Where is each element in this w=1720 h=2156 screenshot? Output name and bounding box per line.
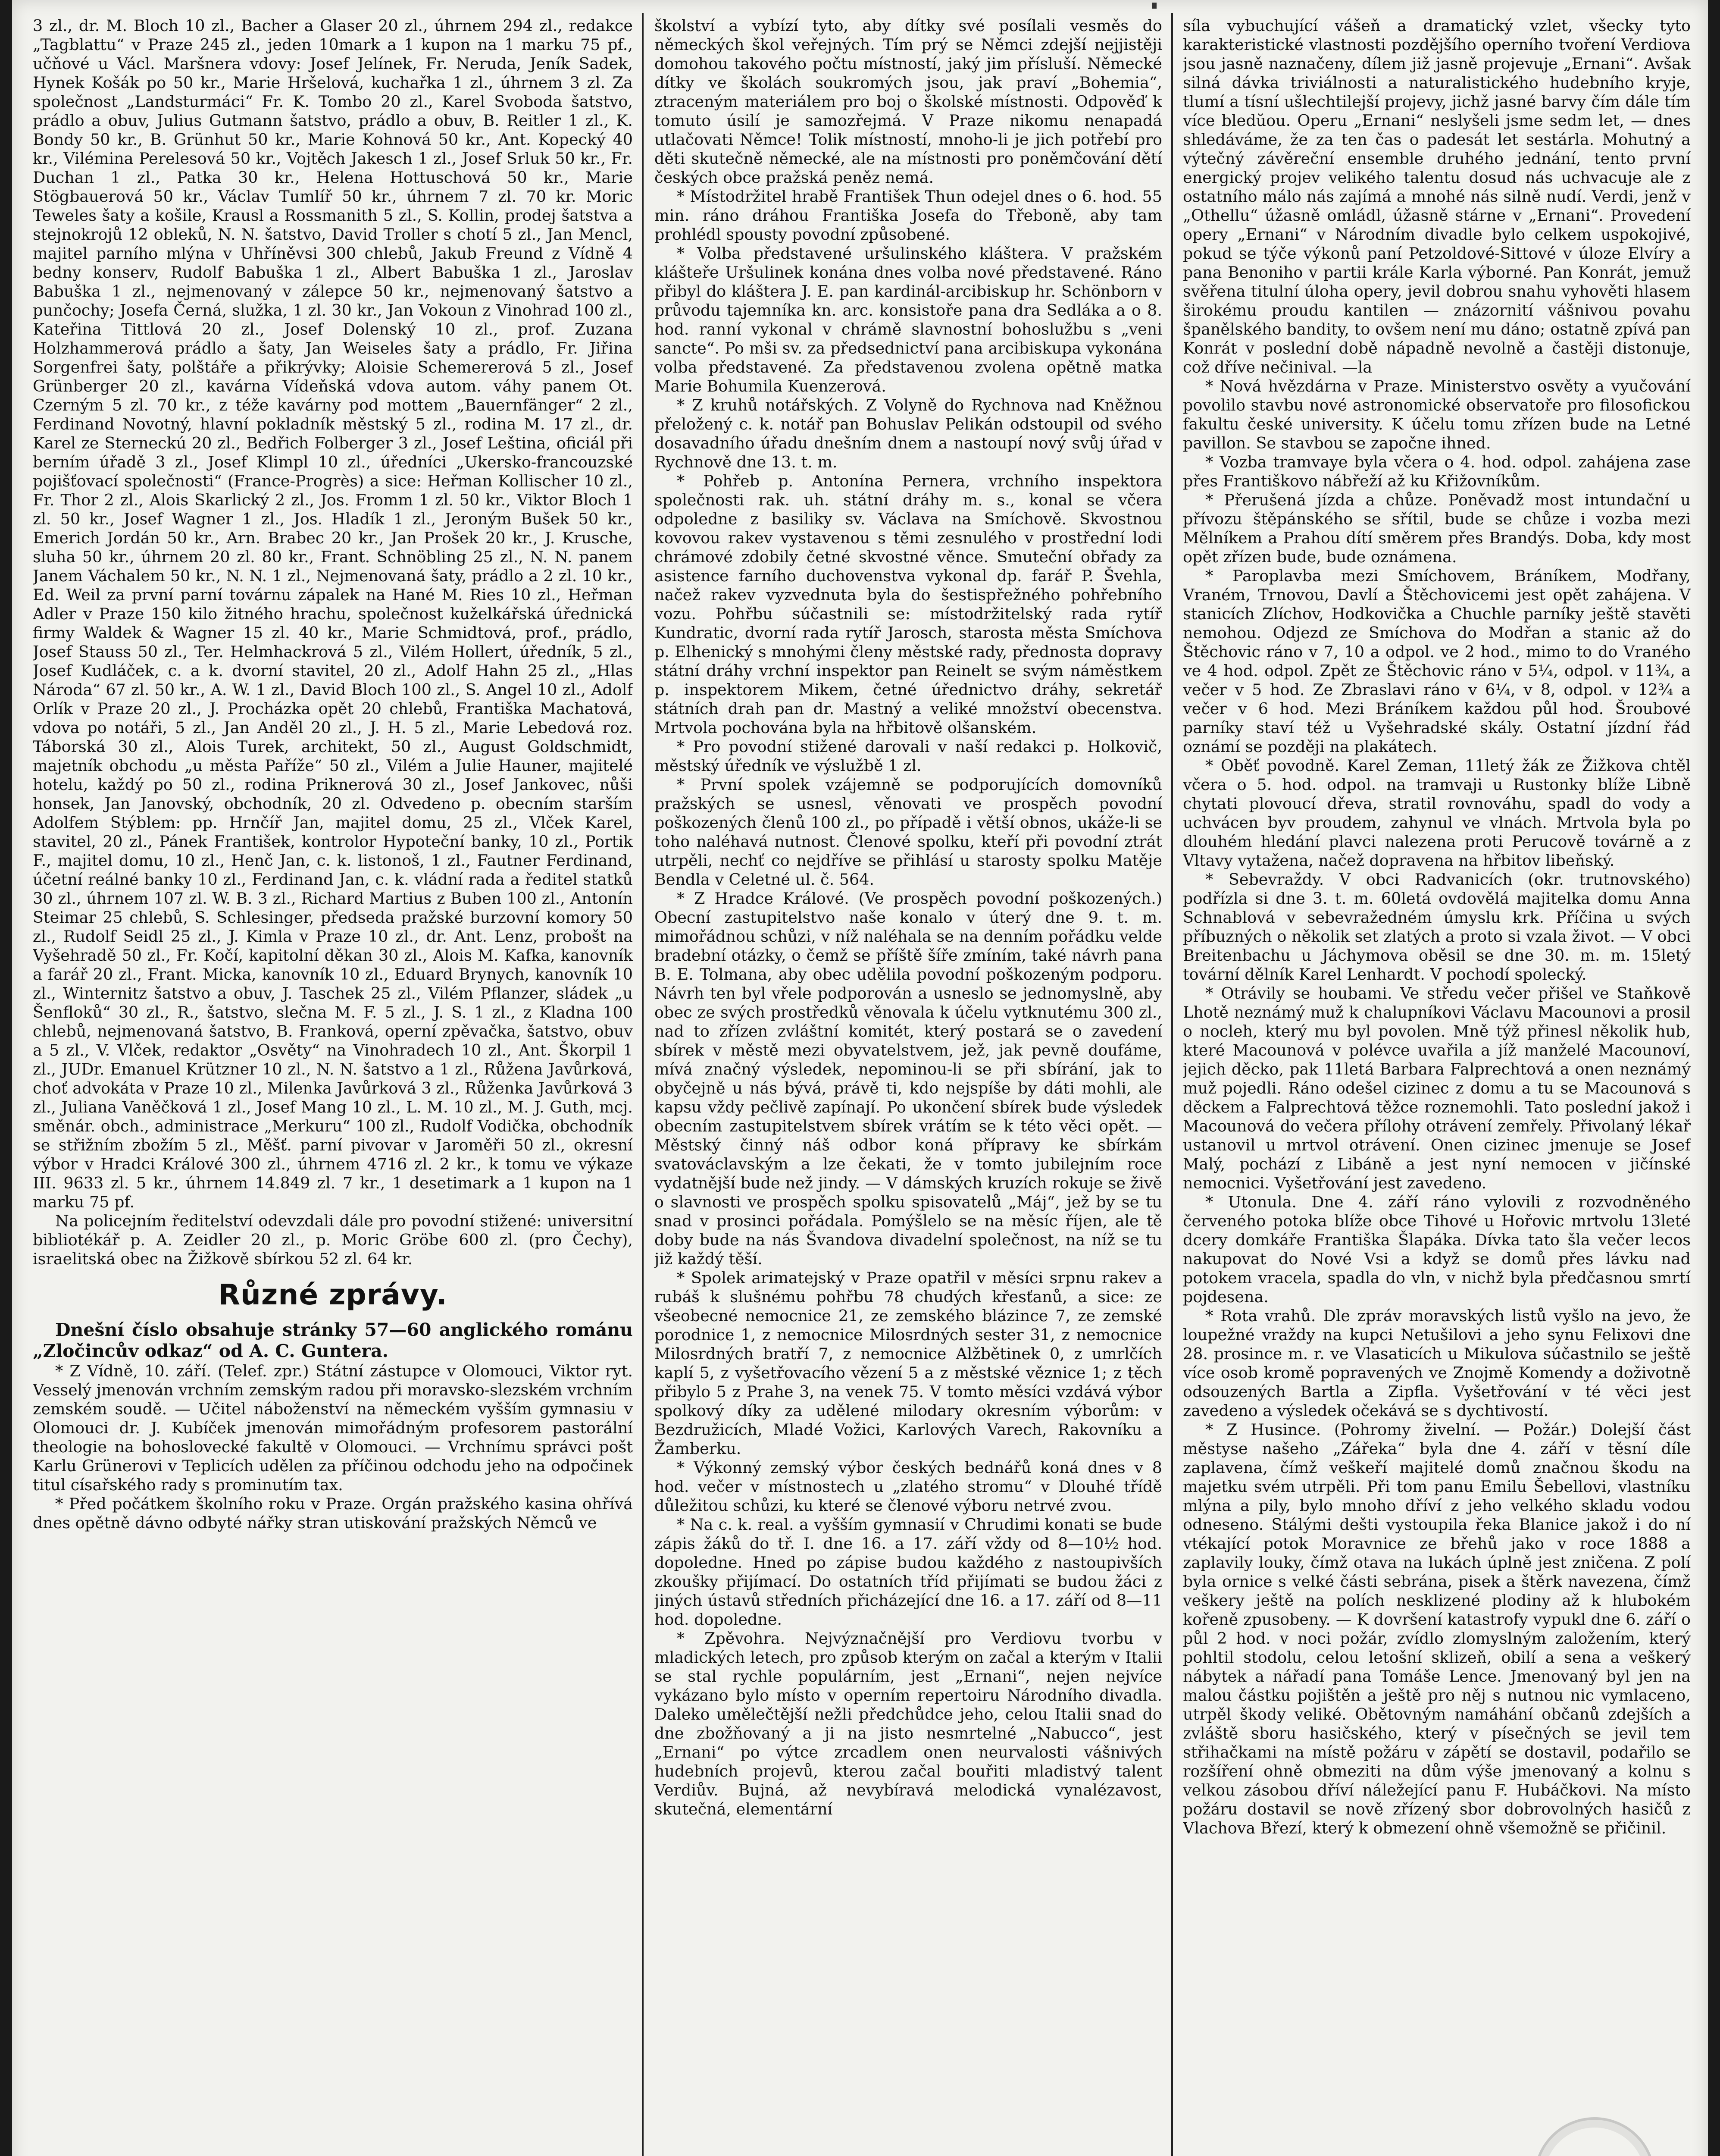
news-item-continued: školství a vybízí tyto, aby dítky své posílali vesměs do německých škol veřejných. Tím prý se Němci zdejší nejjistěji domohou takového počtu místností, jaký jim přísluší. Německé dítky ve školách soukromých jsou, jak praví „Bohemia“, ztraceným materiálem pro boj o školské místnosti. Odpověď k tomuto úsilí je samozřejmá. V Praze nikomu nenapadá utlačovati Němce! Tolik místností, mnoho-li je jich potřebí pro děti skutečně německé, ale na místnosti pro poněmčování dětí českých obce pražská peněz nemá. <box>654 16 1162 187</box>
news-item: * Sebevraždy. V obci Radvanicích (okr. trutnovského) podřízla si dne 3. t. m. 60letá ovdovělá majitelka domu Anna Schnablová v sebevražedném úmyslu krk. Příčina u svých příbuzných o několik set zlatých a proto si vzala život. — V obci Breitenbachu u Jáchymova oběsil se dne 30. m. m. 15letý tovární dělník Karel Lenhardt. V pochodí spolecký. <box>1183 870 1691 984</box>
column-right <box>1183 16 1691 2156</box>
news-item: * První spolek vzájemně se podporujících domovníků pražských se usnesl, věnovati ve prospěch povodní poškozených členů 100 zl., po případě i větší obnos, ukáže-li se toho naléhavá nutnost. Členové spolku, kteří při povodní ztrát utrpěli, nechť co nejdříve se přihlásí u starosty spolku Matěje Bendla v Celetné ul. č. 564. <box>654 775 1162 889</box>
donation-list-paragraph: 3 zl., dr. M. Bloch 10 zl., Bacher a Glaser 20 zl., úhrnem 294 zl., redakce „Tagblattu“ v Praze 245 zl., jeden 10mark a 1 kupon na 1 marku 75 pf., učňové u Václ. Maršnera vdovy: Josef Jelínek, Fr. Neruda, Jeník Sadek, Hynek Košák po 50 kr., Marie Hršelová, kuchařka 1 zl., úhrnem 3 zl. Za společnost „Landsturmáci“ Fr. K. Tombo 20 zl., Karel Svoboda šatstvo, prádlo a obuv, Julius Gutmann šatstvo, prádlo a obuv, B. Reitler 1 zl., K. Bondy 50 kr., B. Grünhut 50 kr., Marie Kohnová 50 kr., Ant. Kopecký 40 kr., Vilémina Perelesová 50 kr., Vojtěch Jakesch 1 zl., Josef Srluk 50 kr., Fr. Duchan 1 zl., Patka 30 kr., Helena Hottuschová 50 kr., Marie Stögbauerová 50 kr., Václav Tumlíř 50 kr., úhrnem 7 zl. 70 kr. Moric Teweles šaty a košile, Krausl a Rossmanith 5 zl., S. Kollin, prodej šatstva a stejnokrojů 12 obleků, N. N. šatstvo, David Troller s chotí 5 zl., Jan Mencl, majitel parního mlýna v Uhříněvsi 300 chlebů, Jakub Freund z Vídně 4 bedny konserv, Rudolf Babuška 1 zl., Albert Babuška 1 zl., Jaroslav Babuška 1 zl., nejmenovaný v zálepce 50 kr., nejmenovaný šatstvo a punčochy; Josefa Černá, služka, 1 zl. 30 kr., Jan Vokoun z Vinohrad 100 zl., Kateřina Tittlová 20 zl., Josef Dolenský 10 zl., prof. Zuzana Holzhammerová prádlo a šaty, Jan Weiseles šaty a prádlo, Fr. Jiřina Sorgenfrei šaty, polštáře a přikrývky; Aloisie Schemererová 5 zl., Josef Grünberger 20 zl., kavárna Vídeňská vdova autom. váhy panem Ot. Czerným 5 zl. 70 kr., z téže kavárny pod mottem „Bauernfänger“ 2 zl., Ferdinand Novotný, hlavní pokladník městský 5 zl., rodina M. 17 zl., dr. Karel ze Sterneckú 20 zl., Bedřich Folberger 3 zl., Josef Leština, oficiál při berním úřadě 3 zl., Josef Klimpl 10 zl., úředníci „Ukersko-francouzské pojišťovací společnosti“ (France-Progrès) a sice: Heřman Kollischer 10 zl., Fr. Thor 2 zl., Alois Skarlický 2 zl., Jos. Fromm 1 zl. 50 kr., Viktor Bloch 1 zl. 50 kr., Josef Wagner 1 zl., Jos. Hladík 1 zl., Jeroným Bušek 50 kr., Emerich Jordán 50 kr., Arn. Brabec 20 kr., Jan Prošek 20 kr., J. Krusche, sluha 50 kr., úhrnem 20 zl. 80 kr., Frant. Schnöbling 25 zl., N. N. panem Janem Váchalem 50 kr., N. N. 1 zl., Nejmenovaná šaty, prádlo a 2 zl. 10 kr., Ed. Weil za první parní továrnu zápalek na Hané M. Ries 10 zl., Heřman Adler v Praze 150 kilo žitného hrachu, společnost kuželkářská úřednická firmy Waldek & Wagner 15 zl. 40 kr., Marie Schmidtová, prof., prádlo, Josef Stauss 50 zl., Ter. Helmhackrová 5 zl., Vilém Hollert, úředník, 5 zl., Josef Kudláček, c. a k. dvorní stavitel, 20 zl., Adolf Hahn 25 zl., „Hlas Národa“ 67 zl. 50 kr., A. W. 1 zl., David Bloch 100 zl., S. Angel 10 zl., Adolf Orlík v Praze 20 zl., J. Procházka opět 20 chlebů, Františka Machatová, vdova po notáři, 5 zl., Jan Anděl 20 zl., J. H. 5 zl., Marie Lebedová roz. Táborská 30 zl., Alois Turek, architekt, 50 zl., August Goldschmidt, majetník obchodu „u města Paříže“ 50 zl., Vilém a Julie Hauner, majitelé hotelu, každý po 50 zl., rodina Priknerová 30 zl., Josef Jankovec, nůši honsek, Jan Janovský, obchodník, 20 zl. Odvedeno p. obecním starším Adolfem Stýblem: pp. Hrnčíř Jan, majitel domu, 25 zl., Vlček Karel, stavitel, 20 zl., Pánek František, kontrolor Hypoteční banky, 10 zl., Portik F., majitel domu, 10 zl., Henč Jan, c. k. listonoš, 1 zl., Fautner Ferdinand, účetní reálné banky 10 zl., Ferdinand Jan, c. k. vládní rada a ředitel statků 30 zl., úhrnem 107 zl. W. B. 3 zl., Richard Martius z Buben 100 zl., Antonín Steimar 25 chlebů, S. Schlesinger, předseda pražské burzovní komory 50 zl., Rudolf Seidl 25 zl., J. Kimla v Praze 10 zl., dr. Ant. Lenz, probošt na Vyšehradě 50 zl., Fr. Kočí, kapitolní děkan 30 zl., Alois M. Kafka, kanovník a farář 20 zl., Frant. Micka, kanovník 10 zl., Eduard Brynych, kanovník 10 zl., Winternitz šatstvo a obuv, J. Taschek 25 zl., Vilém Pflanzer, sládek „u Šenfloků“ 30 zl., R., šatstvo, slečna M. F. 5 zl., J. S. 1 zl., z Kladna 100 chlebů, nejmenovaná šatstvo, B. Franková, operní zpěvačka, šatstvo, obuv a 5 zl., V. Vlček, redaktor „Osvěty“ na Vinohradech 10 zl., Ant. Škorpil 1 zl., JUDr. Emanuel Krützner 10 zl., N. N. šatstvo a 1 zl., Růžena Javůrková, choť advokáta v Praze 10 zl., Milenka Javůrková 3 zl., Růženka Javůrková 3 zl., Juliana Vaněčková 1 zl., Josef Mang 10 zl., L. M. 10 zl., M. J. Guth, mcj. směnár. obch., administrace „Merkuru“ 100 zl., Rudolf Vodička, obchodník se střižním zbožím 5 zl., Měšť. parní pivovar v Jaroměři 50 zl., okresní výbor v Hradci Králové 300 zl., úhrnem 4716 zl. 2 kr., k tomu ve výkaze III. 9633 zl. 5 kr., úhrnem 14.849 zl. 7 kr., 1 desetimark a 1 kupon na 1 marku 75 pf. <box>33 16 633 1211</box>
column-divider <box>1171 13 1173 2156</box>
news-item: * Pohřeb p. Antonína Pernera, vrchního inspektora společnosti rak. uh. státní dráhy m. s., konal se včera odpoledne z basiliky sv. Václava na Smíchově. Skvostnou kovovou rakev vystavenou s těmi zesnulého v prostřední lodi chrámové zdobily četné skvostné věnce. Smuteční obřady za asistence farního duchovenstva vykonal dp. farář P. Švehla, načež rakev vyzvednuta byla do šestispřežného pohřebního vozu. Pohřbu súčastnili se: místodržitelský rada rytíř Kundratic, dvorní rada rytíř Jarosch, starosta města Smíchova p. Elhenický s mnohými členy městské rady, přednosta dopravy státní dráhy vrchní inspektor pan Reinelt se svým náměstkem p. inspektorem Mikem, četné úřednictvo dráhy, sekretář státních drah pan dr. Mastný a veliké množství obecenstva. Mrtvola pochována byla na hřbitově olšanském. <box>654 472 1162 737</box>
news-item: * Volba představené uršulinského kláštera. V pražském klášteře Uršulinek konána dnes volba nové představené. Ráno přibyl do kláštera J. E. pan kardinál-arcibiskup hr. Schönborn v průvodu tajemníka kn. arc. konsistoře pana dra Sedláka a o 8. hod. ranní vykonal v chrámě slavnostní bohoslužbu s „veni sancte“. Po mši sv. za předsednictví pana arcibiskupa vykonána volba představené. Za představenou zvolena opětně matka Marie Bohumila Kuenzerová. <box>654 244 1162 395</box>
news-item: * Z Hradce Králové. (Ve prospěch povodní poškozených.) Obecní zastupitelstvo naše konalo v úterý dne 9. t. m. mimořádnou schůzi, v níž naléhala se na denním pořádku velde bradební otázky, o čemž se příště šíře zmíním, také návrh pana B. E. Tolmana, aby obec udělila povodní poškozeným podporu. Návrh ten byl vřele podporován a usneslo se jednomyslně, aby obec ze svých prostředků věnovala k účelu vytknutému 300 zl., nad to zřízen zvláštní komitét, který postará se o zavedení sbírek v městě mezi obyvatelstvem, jež, jak pevně doufáme, mívá značný výsledek, nepominou-li se při sbírání, jak to obyčejně u nás bývá, právě ti, kdo nejspíše by dáti mohli, ale kapsu vždy pečlivě zapínají. Po ukončení sbírek bude výsledek obecním zastupitelstvem sbírek vrátím se k této věci opět. — Městský činný náš odbor koná přípravy ke sbírkám svatováclavským a lze čekati, že v tomto jubilejním roce vydatnější bude než jindy. — V dámských kruzích rokuje se živě o slavnosti ve prospěch spolku spisovatelů „Máj“, jež by se tu snad v prosinci pořádala. Pomýšlelo se na měsíc říjen, ale tě doby bude na nás Švandova divadelní společnost, na níž se tu již každý těší. <box>654 889 1162 1268</box>
section-heading: Různé zprávy. <box>218 1278 447 1311</box>
news-item-continued: síla vybuchující vášeň a dramatický vzlet, všecky tyto karakteristické vlastnosti pozdějšího operního tvoření Verdiova jsou jasně naznačeny, dílem již jasně projevuje „Ernani“. Avšak silná dávka triviálnosti a naturalistického hudebního kryje, tlumí a tísní ušlechtilejší projevy, jichž jasné barvy čím dále tím více bledŭou. Operu „Ernani“ neslyšeli jsme sedm let, — dnes shledáváme, že za ten čas o padesát let sestárla. Mohutný a výtečný závěreční ensemble druhého jednání, tento první energický projev velikého talentu dosud nás uchvacuje ale z ostatního málo nás zajímá a mnohé nás silně nudí. Verdi, jenž v „Othellu“ úžasně omládl, úžasně stárne v „Ernani“. Provedení opery „Ernani“ v Národním divadle bylo celkem uspokojivé, pokud se týče výkonů paní Petzoldové-Sittové v úloze Elvíry a pana Benoniho v partii krále Karla výborné. Pan Konrát, jemuž svěřena titulní úloha opery, jevil dobrou snahu vyhověti hlasem širokému proudu kantilen — znázornití vášnivou povahu španělského bandity, to ovšem není mu dáno; ostatně zpívá pan Konrát v poslední době nápadně nevolně a častěji distonuje, což dříve nečinival. —la <box>1183 16 1691 376</box>
news-item: * Z kruhů notářských. Z Volyně do Rychnova nad Kněžnou přeložený c. k. notář pan Bohuslav Pelikán odstoupil od svého dosavadního úřadu dnešním dnem a nastoupí nový svůj úřad v Rychnově dne 13. t. m. <box>654 396 1162 471</box>
news-item: * Utonula. Dne 4. září ráno vylovili z rozvodněného červeného potoka blíže obce Tihové u Hořovic mrtvolu 13leté dcery domkáře Františka Šlapáka. Dívka tato šla večer lecos nakupovat do Nové Vsi a když se domů přes lávku nad potokem vracela, spadla do vln, v nichž byla předčasnou smrtí pojdesena. <box>1183 1193 1691 1306</box>
column-divider <box>642 13 644 2156</box>
newspaper-page <box>12 0 1708 2156</box>
police-donations-paragraph: Na policejním ředitelství odevzdali dále pro povodní stižené: universitní bibliotékář p. A. Zeidler 20 zl., p. Moric Gröbe 600 zl. (pro Čechy), israelitská obec na Žižkově sbírkou 52 zl. 64 kr. <box>33 1212 633 1268</box>
news-item: * Místodržitel hrabě František Thun odejel dnes o 6. hod. 55 min. ráno dráhou Františka Josefa do Třeboně, aby tam prohlédl spousty povodní způsobené. <box>654 187 1162 244</box>
column-middle <box>654 16 1162 2156</box>
news-item: * Pro povodní stižené darovali v naší redakci p. Holkovič, městský úředník ve výslužbě 1 zl. <box>654 737 1162 775</box>
news-item: * Na c. k. real. a vyšším gymnasií v Chrudimi konati se bude zápis žáků do tř. I. dne 16. a 17. září vždy od 8—10½ hod. dopoledne. Hned po zápise budou každého z nastoupivších zkoušky přijímací. Do ostatních tříd přijímati se budou žáci z jiných ústavů středních přicházející dne 16. a 17. září od 8—11 hod. dopoledne. <box>654 1515 1162 1629</box>
news-item: * Z Vídně, 10. září. (Telef. zpr.) Státní zástupce v Olomouci, Viktor ryt. Vesselý jmenován vrchním zemským radou při moravsko-slezském vrchním zemském soudě. — Učitel náboženství na německém vyšším gymnasiu v Olomouci dr. J. Kubíček jmenován mimořádným profesorem pastorální theologie na bohoslovecké fakultě v Olomouci. — Vrchnímu správci pošt Karlu Grünerovi v Teplicích udělen za příčinou odchodu jeho na odpočinek titul císařského rady s prominutím tax. <box>33 1362 633 1494</box>
news-item: * Z Husince. (Pohromy živelní. — Požár.) Dolejší část městyse našeho „Zářeka“ byla dne 4. září v těsní díle zaplavena, čímž veškeří majitelé domů značnou škodu na majetku svém utrpěli. Při tom panu Emilu Šebellovi, vlastníku mlýna a pily, bylo mnoho dříví z jeho velkého skladu vodou odneseno. Stálými dešti vystoupila řeka Blanice jakož i do ní vtékající potok Moravnice ze břehů jako v roce 1888 a zaplavily louky, čímž otava na lukách úplně jest zničena. Z polí byla ornice s velké části sebrána, pisek a štěrk navezena, čímž veškery ještě na polích nesklizené plodiny až k hlubokém kořeně zpusobeny. — K dovršení katastrofy vypukl dne 6. září o půl 2 hod. v noci požár, zvídlo zlomyslným založením, který pohltil stodolu, celou letošní sklizeň, obilí a sena a veškerý nábytek a nářadí pana Tomáše Lence. Jmenovaný byl jen na malou částku pojištěn a ještě pro něj s nutnou nic vymlaceno, utrpěl škody veliké. Obětovným namáhání občanů zdejších a zvláště sboru hasičského, který v písečných se jevil tem střihačkami na místě požáru v zápětí se dostavil, podařilo se rozšíření ohně obmeziti na dům výše jmenovaný a kolnu s velkou zásobou dříví náležející panu F. Hubáčkovi. Na místo požáru dostavil se nově zřízený sbor dobrovolných hasičů z Vlachova Březí, který k obmezení ohně všemožně se přičinil. <box>1183 1420 1691 1837</box>
news-item: * Spolek arimatejský v Praze opatřil v měsíci srpnu rakev a rubáš k slušnému pohřbu 78 chudých křesťanů, a sice: ze všeobecné nemocnice 21, ze zemského blázince 7, ze zemské porodnice 1, z nemocnice Milosrdných sester 31, z nemocnice Milosrdných bratří 7, z nemocnice Alžbětinek 0, z umrlčích kaplí 5, z vyšetřovacího vězení 5 a z městské věznice 1; z těch přibylo 5 z Prahe 3, na venek 75. V tomto měsíci vzdává výbor spolkový díky za udělené milodary okresním výborům: v Bezdružicích, Mladé Vožici, Karlových Varech, Rakovníku a Žamberku. <box>654 1269 1162 1458</box>
column-left <box>33 16 633 2156</box>
news-item: * Přerušená jízda a chůze. Poněvadž most intundační u přívozu štěpánského se sřítil, bude se chůze i vozba mezi Mělníkem a Prahou dítí směrem přes Brandýs. Doba, kdy most opět zřízen bude, bude oznámena. <box>1183 491 1691 566</box>
news-item: * Výkonný zemský výbor českých bednářů koná dnes v 8 hod. večer v místnostech u „zlatého stromu“ v Dlouhé třídě důležitou schůzi, ku které se členové výboru netrvé zvou. <box>654 1458 1162 1515</box>
news-item: * Paroplavba mezi Smíchovem, Bráníkem, Modřany, Vraném, Trnovou, Davlí a Štěchovicemi jest opět zahájena. V stanicích Zlíchov, Hodkovička a Chuchle parníky ještě stavěti nemohou. Odjezd ze Smíchova do Modřan a stanic až do Štěchovic ráno v 7, 10 a odpol. ve 2 hod., mimo to do Vraného ve 4 hod. odpol. Zpět ze Štěchovic ráno v 5¼, odpol. v 11¾, a večer v 5 hod. Ze Zbraslavi ráno v 6¼, v 8, odpol. v 12¾ a večer v 6 hod. Mezi Bráníkem každou půl hod. Šroubové parníky staví též u Vyšehradské skály. Ostatní jízdní řád oznámí se později na plakátech. <box>1183 567 1691 756</box>
news-item: * Zpěvohra. Nejvýznačnější pro Verdiovu tvorbu v mladických letech, pro způsob kterým on začal a kterým v Italii se stal rychle populárním, jest „Ernani“, nejen nejvíce vykázano bylo místo v operním repertoiru Národního divadla. Daleko umělečtější nežli předchůdce jeho, celou Italii snad do dne zbožňovaný a ji na jisto nesmrtelné „Nabucco“, jest „Ernani“ po výtce zrcadlem onen neurvalosti vášnivých hudebních projevů, kterou začal bouřiti mladistvý talent Verdiův. Bujná, až nevybíravá melodická vynalézavost, skutečná, elementární <box>654 1629 1162 1818</box>
lead-paragraph: Dnešní číslo obsahuje stránky 57—60 anglického románu „Zločincův odkaz“ od A. C. Guntera. <box>33 1319 633 1361</box>
print-mark <box>1152 3 1157 9</box>
news-item: * Otrávily se houbami. Ve středu večer přišel ve Staňkově Lhotě neznámý muž k chalupníkovi Václavu Macounovi a prosil o nocleh, který mu byl povolen. Mně týž přinesl několik hub, které Macounová v polévce uvařila a jíž manželé Macounoví, jejich děcko, pak 11letá Barbara Falprechtová a onen neznámý muž pojedli. Ráno odešel cizinec z domu a tu se Macounová s děckem a Falprechtová těžce roznemohli. Tato poslední jakož i Macounová do večera přílohy otrávení zemřely. Přivolaný lékař ustanovil u mrtvol otrávení. Onen cizinec jmenuje se Josef Malý, pochází z Libáně a jest nyní nemocen v jičínské nemocnici. Vyšetřování jest zavedeno. <box>1183 984 1691 1192</box>
news-item: * Před počátkem školního roku v Praze. Orgán pražského kasina ohřívá dnes opětně dávno odbyté nářky stran utiskování pražských Němců ve <box>33 1495 633 1532</box>
news-item: * Vozba tramvaye byla včera o 4. hod. odpol. zahájena zase přes Františkovo nábřeží až ku Křižovníkům. <box>1183 453 1691 490</box>
news-item: * Rota vrahů. Dle zpráv moravských listů vyšlo na jevo, že loupežné vraždy na kupci Netušilovi a jeho synu Felixovi dne 28. prosince m. r. ve Vlasaticích u Mikulova súčastnilo se ještě více osob kromě popravených ve Znojmě Komendy a doživotně odsouzených Bartla a Zipfla. Vyšetřování v té věci jest zavedeno a výsledek očekává se s dychtivostí. <box>1183 1307 1691 1420</box>
news-item: * Oběť povodně. Karel Zeman, 11letý žák ze Žižkova chtěl včera o 5. hod. odpol. na tramvaji u Rustonky blíže Libně chytati plovoucí dřeva, stratil rovnováhu, spadl do vody a uchvácen byv proudem, zahynul ve vlnách. Mrtvola byla po dlouhém hledání plavci nalezena proti Perucově továrně a z Vltavy vytažena, načež dopravena na hřbitov libeňský. <box>1183 756 1691 870</box>
news-item: * Nová hvězdárna v Praze. Ministerstvo osvěty a vyučování povolilo stavbu nové astronomické observatoře pro filosofickou fakultu české university. K účelu tomu zřízen bude na Letné pavillon. Se stavbou se započne ihned. <box>1183 377 1691 452</box>
